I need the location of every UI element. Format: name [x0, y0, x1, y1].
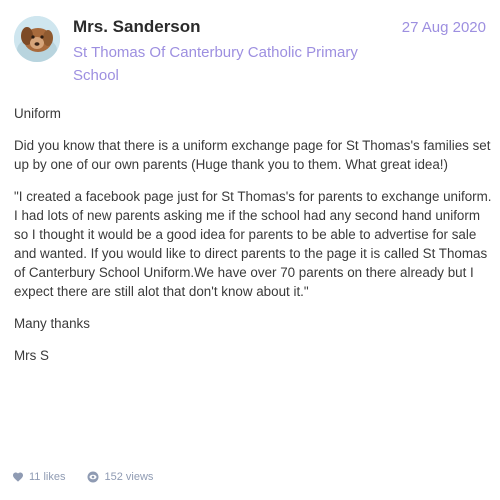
post-body	[14, 104, 492, 378]
heart-icon	[12, 471, 24, 483]
post-paragraph: "I created a facebook page just for St Thomas's for parents to exchange uniform. I had lots of new parents asking me if the school had any second hand uniform so I thought it would be a good idea for parents to be able to advertise for sale and wanted. If you would like to direct parents to the page it is called St Thomas of Canterbury School Uniform.We have over 70 parents on there already but I expect there are still alot that don't know about it."	[14, 189, 492, 299]
post-header	[0, 0, 500, 90]
post-signature: Mrs S	[14, 348, 49, 363]
post-date: 27 Aug 2020	[401, 19, 486, 36]
post-paragraph: Many thanks	[14, 316, 90, 331]
school-name[interactable]: St Thomas Of Canterbury Catholic Primary School	[73, 44, 358, 84]
post-paragraph: Did you know that there is a uniform exchange page for St Thomas's families set up by one of our own parents (Huge thank you to them. What great idea!)	[14, 138, 491, 172]
likes-count: 11 likes	[29, 471, 66, 483]
views-stat	[87, 471, 153, 483]
eye-icon	[87, 471, 99, 483]
author-name[interactable]: Mrs. Sanderson	[73, 17, 201, 36]
views-count: 152 views	[104, 471, 154, 483]
likes-stat[interactable]	[12, 471, 65, 483]
avatar[interactable]	[14, 16, 60, 62]
post-stats	[12, 468, 175, 486]
avatar-image	[14, 16, 60, 62]
post-title: Uniform	[14, 106, 61, 121]
